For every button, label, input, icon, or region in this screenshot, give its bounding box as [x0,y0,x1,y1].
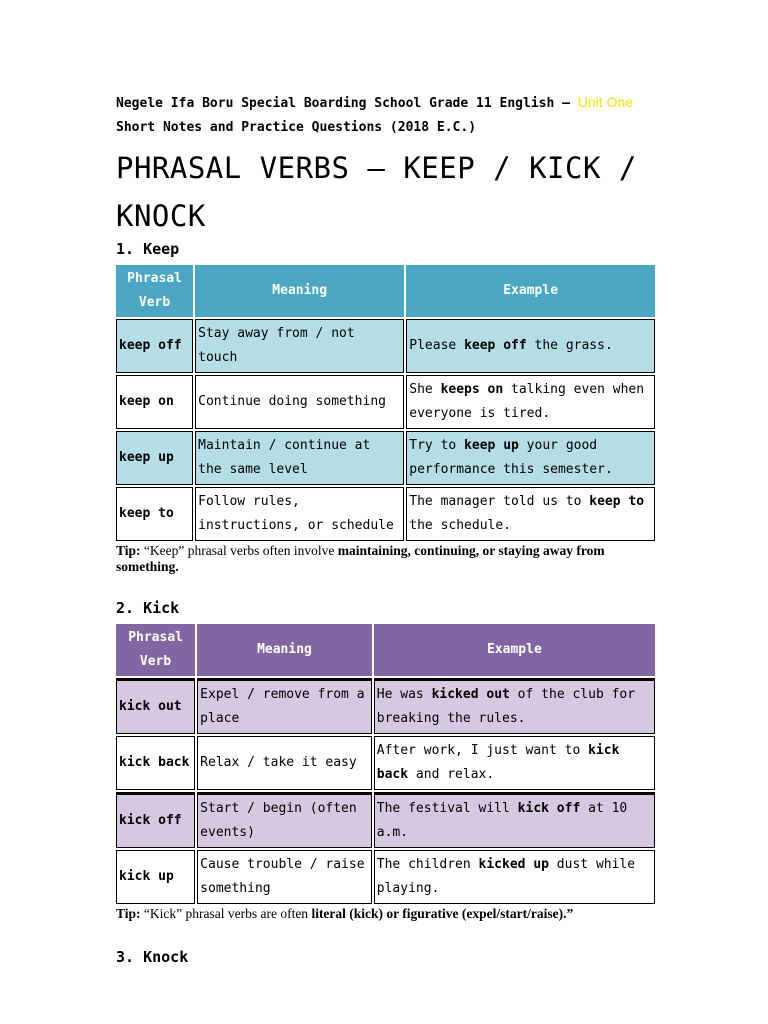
meaning-cell: Stay away from / not touch [195,319,404,373]
example-cell: Please keep off the grass. [406,319,655,373]
verb-cell: kick back [116,736,195,790]
meaning-cell: Cause trouble / raise something [197,850,372,904]
meaning-cell: Start / begin (often events) [197,792,372,848]
section-heading-knock: 3. Knock [116,948,189,966]
verb-cell: keep on [116,375,193,429]
school-header-line1 [116,90,656,116]
unit-label: Unit One [577,94,634,110]
table-row [116,678,655,734]
column-header-verb: Phrasal Verb [116,624,195,676]
verb-cell: keep to [116,487,193,541]
school-name: Negele Ifa Boru Special Boarding School Grade 11 English – [116,96,578,111]
table-row [116,850,655,904]
example-cell: The festival will kick off at 10 a.m. [374,792,655,848]
column-header-example: Example [406,265,655,317]
verb-cell: keep up [116,431,193,485]
meaning-cell: Maintain / continue at the same level [195,431,404,485]
verb-cell: kick up [116,850,195,904]
example-cell: The manager told us to keep to the schedule. [406,487,655,541]
verb-cell: kick out [116,678,195,734]
table-header-row [116,624,655,676]
page-title: PHRASAL VERBS – KEEP / KICK / KNOCK [116,151,637,233]
column-header-meaning: Meaning [195,265,404,317]
column-header-verb: Phrasal Verb [116,265,193,317]
section-heading-kick: 2. Kick [116,599,180,617]
document-page [116,90,656,968]
table-row [116,375,655,429]
table-row [116,487,655,541]
meaning-cell: Follow rules, instructions, or schedule [195,487,404,541]
column-header-meaning: Meaning [197,624,372,676]
table-row [116,736,655,790]
example-cell: Try to keep up your good performance this semester. [406,431,655,485]
kick-table [114,622,657,906]
meaning-cell: Continue doing something [195,375,404,429]
table-row [116,792,655,848]
table-row [116,431,655,485]
verb-cell: keep off [116,319,193,373]
example-cell: The children kicked up dust while playing. [374,850,655,904]
section-heading-keep: 1. Keep [116,240,180,258]
keep-table [114,263,657,543]
meaning-cell: Expel / remove from a place [197,678,372,734]
verb-cell: kick off [116,792,195,848]
example-cell: After work, I just want to kick back and relax. [374,736,655,790]
school-header-line2: Short Notes and Practice Questions (2018 E.C.) [116,120,477,135]
example-cell: She keeps on talking even when everyone is tired. [406,375,655,429]
example-cell: He was kicked out of the club for breaking the rules. [374,678,655,734]
table-row [116,319,655,373]
meaning-cell: Relax / take it easy [197,736,372,790]
table-header-row [116,265,655,317]
column-header-example: Example [374,624,655,676]
tip-keep: Tip: “Keep” phrasal verbs often involve maintaining, continuing, or staying away from something. [116,543,605,574]
tip-kick: Tip: “Kick” phrasal verbs are often literal (kick) or figurative (expel/start/raise).” [116,906,574,921]
